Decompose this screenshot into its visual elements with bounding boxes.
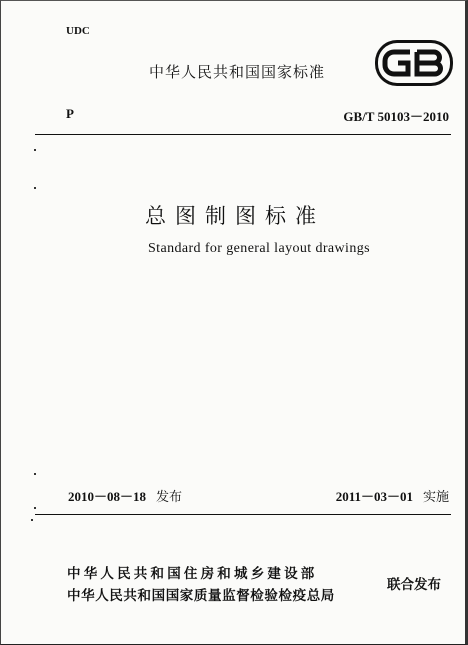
national-standard-heading: 中华人民共和国国家标准 (149, 63, 326, 81)
scan-speck (34, 473, 36, 475)
issue-date: 2010－08－18 (68, 489, 147, 504)
udc-label: UDC (66, 25, 90, 37)
implement-date: 2011－03－01 (335, 489, 413, 504)
implement-date-line (336, 486, 449, 505)
publisher-aqsiq: 中华人民共和国国家质量监督检验检疫总局 (67, 588, 335, 604)
implement-suffix: 实施 (422, 490, 449, 505)
standard-number: GB/T 50103－2010 (343, 109, 449, 124)
scan-speck (34, 149, 36, 151)
bottom-rule (35, 514, 451, 515)
scan-speck (34, 507, 36, 509)
english-title: Standard for general layout drawings (147, 241, 370, 256)
joint-release-label: 联合发布 (387, 577, 441, 593)
gb-logo (374, 38, 454, 88)
gb-logo-text: GB (414, 87, 416, 88)
issue-suffix: 发布 (156, 490, 183, 505)
classification-letter: P (66, 106, 74, 121)
scan-speck (34, 187, 36, 189)
publisher-mohurd: 中华人民共和国住房和城乡建设部 (67, 566, 318, 582)
scan-speck (31, 519, 33, 521)
issue-date-line (68, 486, 182, 505)
top-rule (35, 134, 451, 135)
chinese-title: 总图制图标准 (145, 204, 325, 228)
